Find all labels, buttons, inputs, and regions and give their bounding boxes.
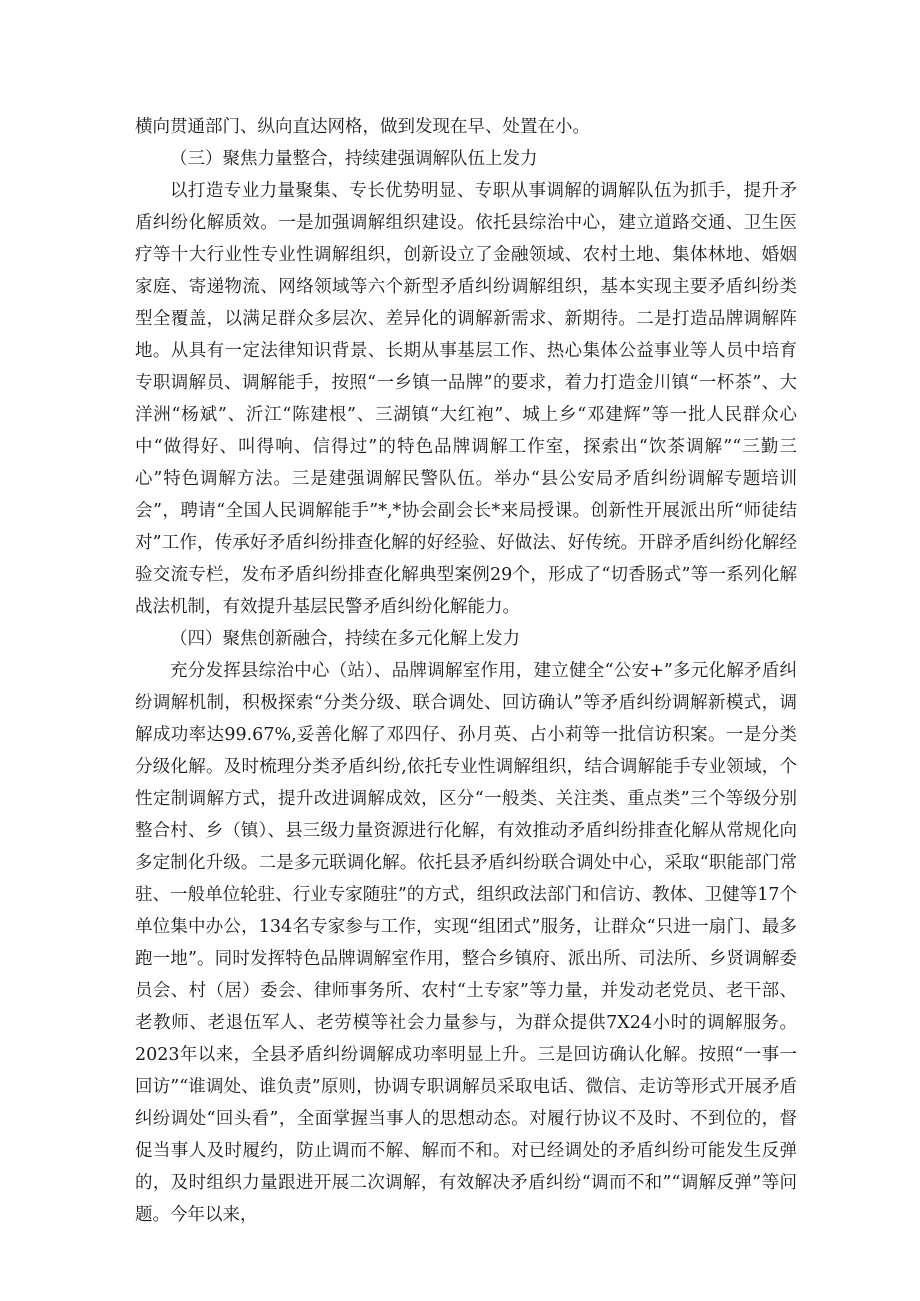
paragraph-continuation: 横向贯通部门、纵向直达网格，做到发现在早、处置在小。 [135, 117, 590, 137]
document-body [135, 111, 797, 1231]
section-heading-three: （三）聚焦力量整合，持续建强调解队伍上发力 [170, 149, 538, 169]
paragraph-diversified-resolution: 充分发挥县综治中心（站）、品牌调解室作用，建立健全“公安+”多元化解矛盾纠纷调解机制，积极探索“分类分级、联合调处、回访确认”等矛盾纠纷调解新模式，调解成功率达99.67%,妥善化解了邓四仔、孙月英、占小莉等一批信访积案。一是分类分级化解。及时梳理分类矛盾纠纷,依托专业性调解组织，结合调解能手专业领域，个性定制调解方式，提升改进调解成效，区分“一般类、关注类、重点类”三个等级分别整合村、乡（镇）、县三级力量资源进行化解，有效推动矛盾纠纷排查化解从常规化向多定制化升级。二是多元联调化解。依托县矛盾纠纷联合调处中心，采取“职能部门常驻、一般单位轮驻、行业专家随驻”的方式，组织政法部门和信访、教体、卫健等17个单位集中办公，134名专家参与工作，实现“组团式”服务，让群众“只进一扇门、最多跑一地”。同时发挥特色品牌调解室作用，整合乡镇府、派出所、司法所、乡贤调解委员会、村（居）委会、律师事务所、农村“土专家”等力量，并发动老党员、老干部、老教师、老退伍军人、老劳模等社会力量参与，为群众提供7X24小时的调解服务。2023年以来，全县矛盾纠纷调解成功率明显上升。三是回访确认化解。按照“一事一回访”“谁调处、谁负责”原则，协调专职调解员采取电话、微信、走访等形式开展矛盾纠纷调处“回头看”，全面掌握当事人的思想动态。对履行协议不及时、不到位的，督促当事人及时履约，防止调而不解、解而不和。对已经调处的矛盾纠纷可能发生反弹的，及时组织力量跟进开展二次调解，有效解决矛盾纠纷“调而不和”“调解反弹”等问题。今年以来， [135, 661, 797, 1225]
paragraph-mediation-team: 以打造专业力量聚集、专长优势明显、专职从事调解的调解队伍为抓手，提升矛盾纠纷化解质效。一是加强调解组织建设。依托县综治中心，建立道路交通、卫生医疗等十大行业性专业性调解组织，创新设立了金融领域、农村土地、集体林地、婚姻家庭、寄递物流、网络领域等六个新型矛盾纠纷调解组织，基本实现主要矛盾纠纷类型全覆盖，以满足群众多层次、差异化的调解新需求、新期待。二是打造品牌调解阵地。从具有一定法律知识背景、长期从事基层工作、热心集体公益事业等人员中培育专职调解员、调解能手，按照“一乡镇一品牌”的要求，着力打造金川镇“一杯茶”、大洋洲“杨斌”、沂江“陈建根”、三湖镇“大红袍”、城上乡“邓建辉”等一批人民群众心中“做得好、叫得响、信得过”的特色品牌调解工作室，探索出“饮茶调解”“三勤三心”特色调解方法。三是建强调解民警队伍。举办“县公安局矛盾纠纷调解专题培训会”，聘请“全国人民调解能手”*,*协会副会长*来局授课。创新性开展派出所“师徒结对”工作，传承好矛盾纠纷排查化解的好经验、好做法、好传统。开辟矛盾纠纷化解经验交流专栏，发布矛盾纠纷排查化解典型案例29个，形成了“切香肠式”等一系列化解战法机制，有效提升基层民警矛盾纠纷化解能力。 [135, 181, 797, 617]
section-heading-four: （四）聚焦创新融合，持续在多元化解上发力 [170, 629, 520, 649]
